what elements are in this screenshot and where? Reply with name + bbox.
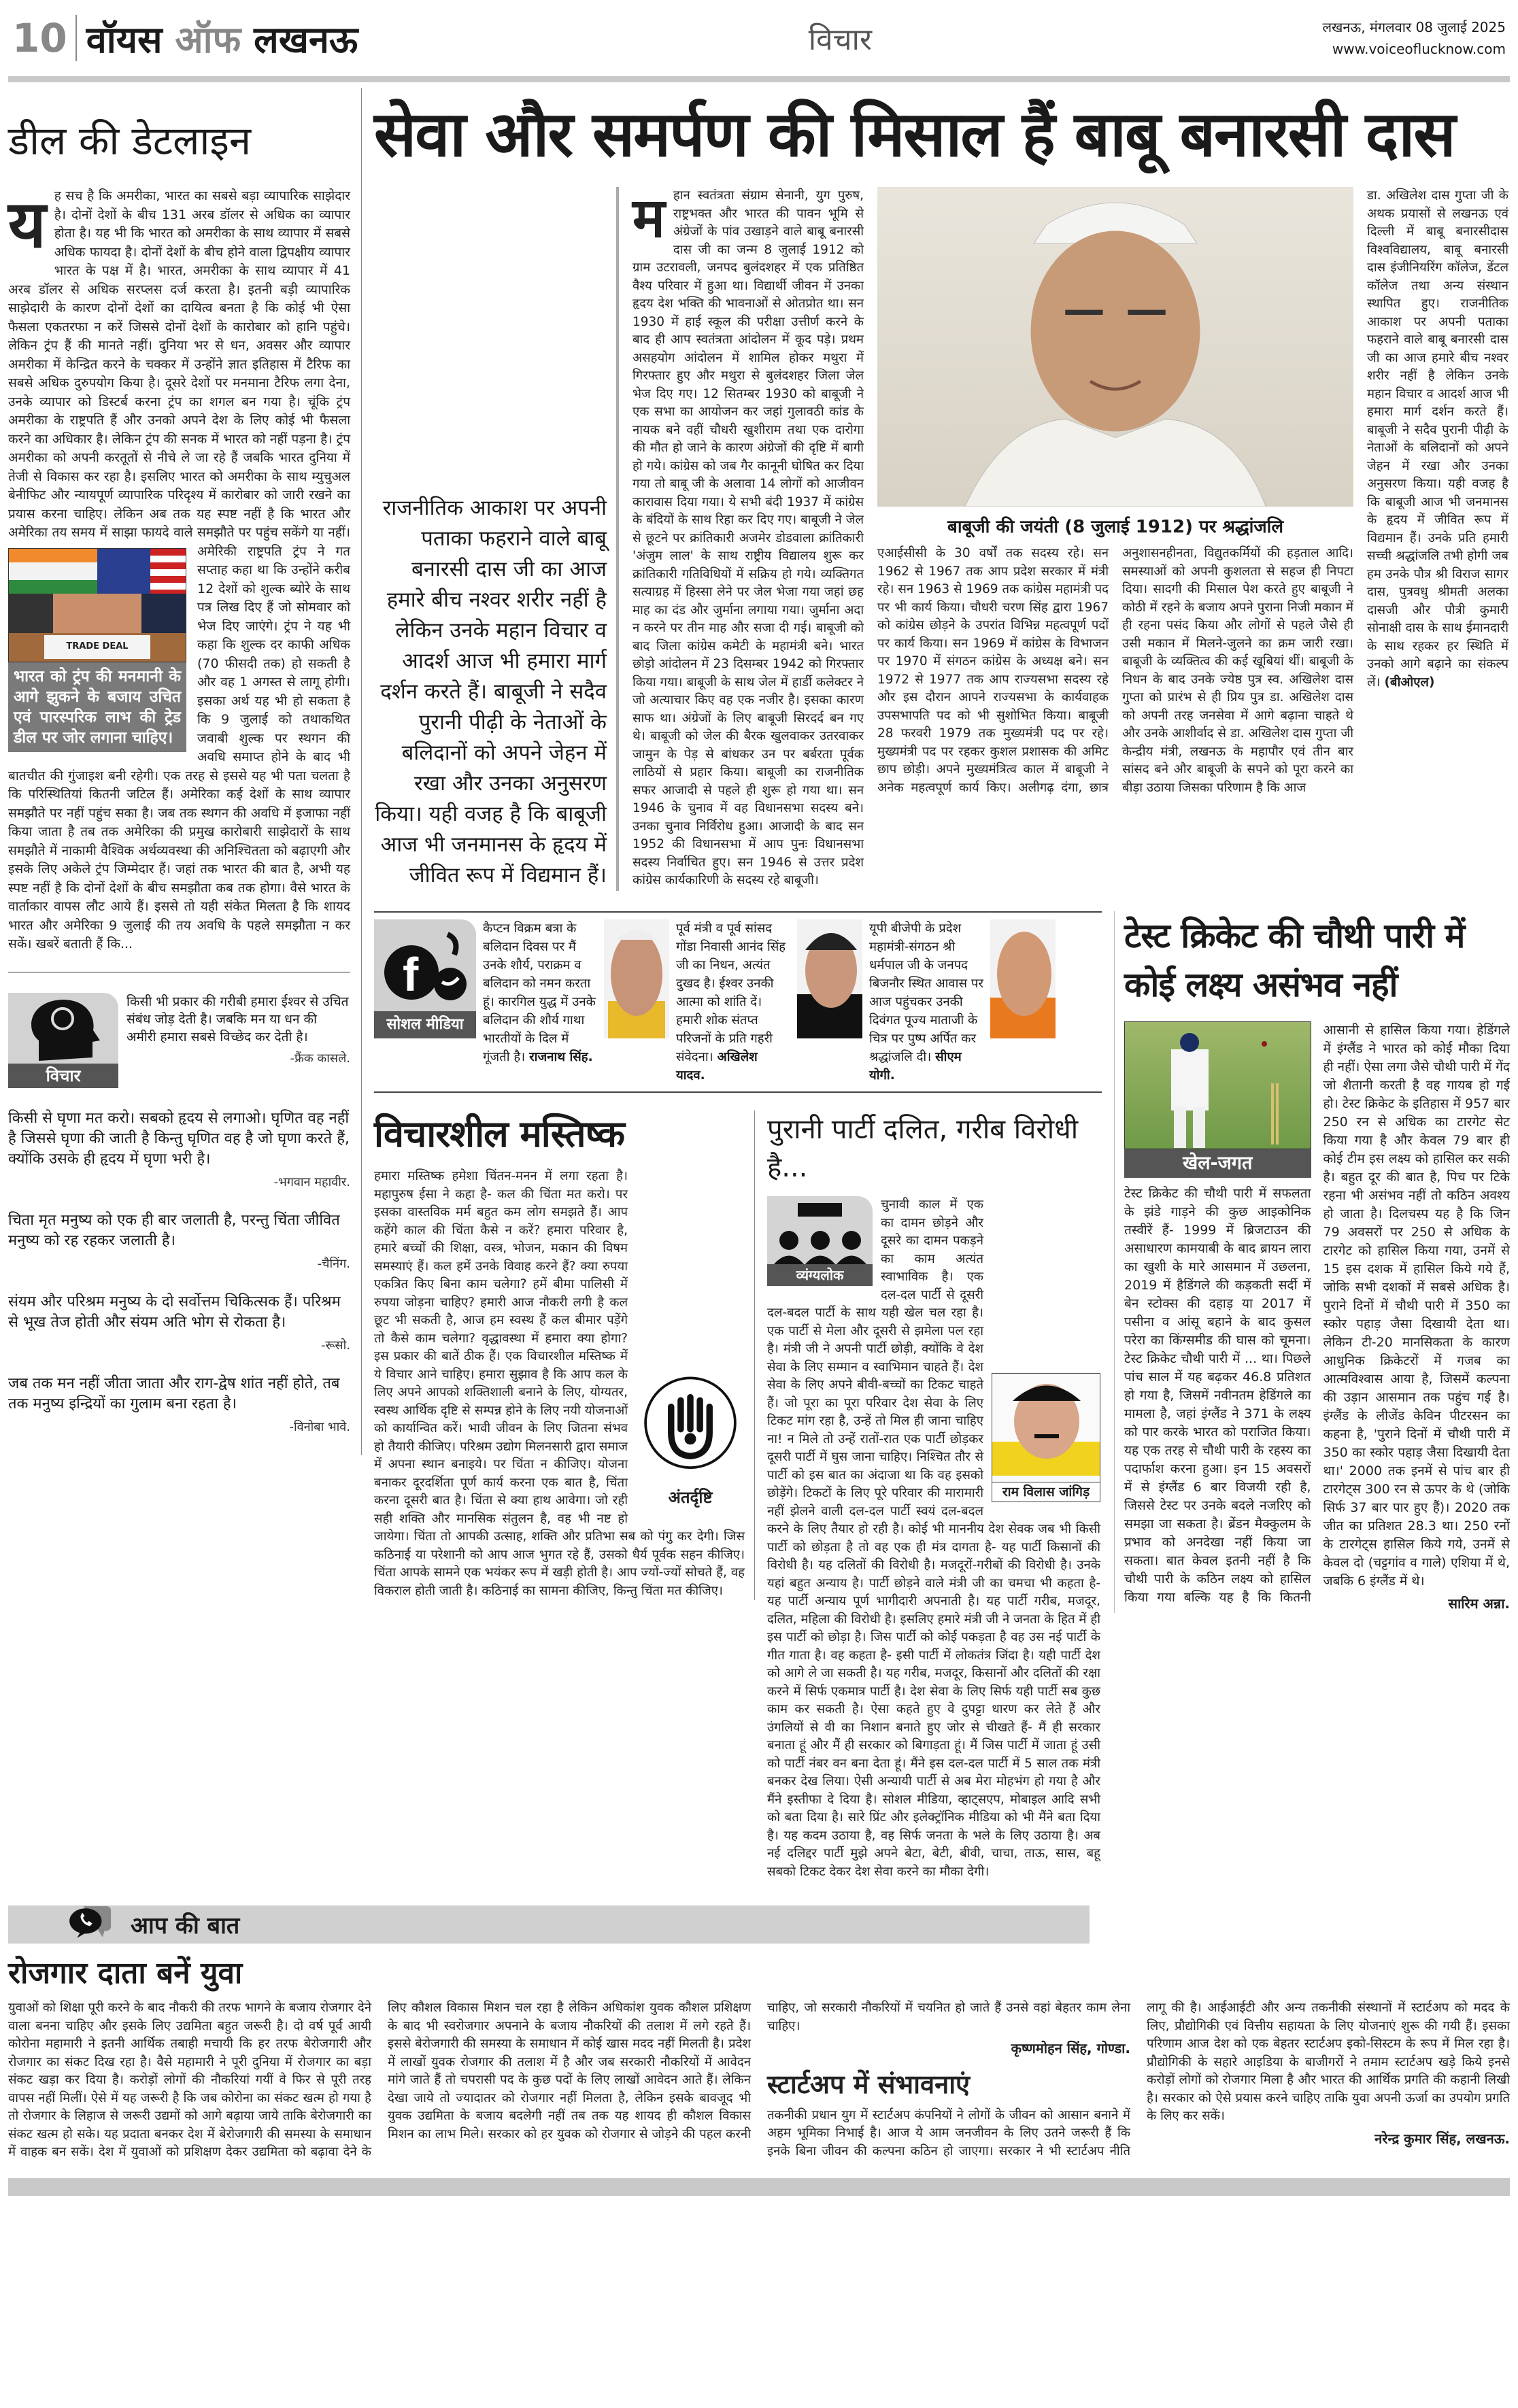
letter-paragraph: युवाओं को शिक्षा पूरी करने के बाद नौकरी की तरफ भागने के बजाय रोजगार देने वाला बनना चाहिए और इसके लिए उद्यमिता बहुत जरूरी है। दो वर्ष पूर्व आयी कोरोना महामारी ने इतनी आर्थिक तबाही मचायी कि हर तरफ बेरोजगारी और रोजगार का संकट दिख रहा है। वैसे महामारी ने पूरी दुनिया में रोजगार का बड़ा संकट खड़ा कर दिया है। करोड़ों लोगों की नौकरियां गयीं वे फिर से पूरी तरह वापस नहीं मिलीं। ऐसे में यह जरूरी है कि जब कोरोना का संकट खत्म हो गया है तो रोजगार के लिहाज से जरूरी उद्यमों को आगे बढ़ाया जाये ताकि बेरोजगारी का संकट खत्म हो सके। यह प्रदाता बनकर देश में बेरोजगारी की समस्या के समाधान में वाहक बन सकें। देश में युवाओं को प्रशिक्षण देकर उद्यमिता को बढ़ावा देने के लिए कौशल विकास मिशन चल रहा है लेकिन अधिकांश युवक कौशल प्रशिक्षण के बाद भी स्वरोजगार अपनाने के बजाय नौकरियों की तलाश में लगे रहते हैं। इससे बेरोजगारी की समस्या के समाधान में कोई खास मदद नहीं मिलती है। प्रदेश में लाखों युवक रोजगार की तलाश में है और जब सरकारी नौकरियों में आवेदन मांगे जाते हैं तो चपरासी पद के कुछ पदों के लिए लाखों आवेदन आते हैं। लेकिन देखा जाये तो ज्यादातर को रोजगार नहीं मिलता है, लेकिन इसके बावजूद भी युवक उद्यमिता के बजाय बदलेगी नहीं तब तक यह शायद ही कौशल विकास मिशन का लाभ मिले। सरकार को हर युवक को रोजगार से जोड़ने की पहल करनी चाहिए, जो सरकारी नौकरियों में चयनित हो जाते हैं उनसे वहां बेहतर काम लेना चाहिए। [8,2001,1130,2159]
quote-item [126,993,350,1066]
quotes-label: विचार [8,1064,118,1088]
satire-article [767,1110,1100,1881]
article-headline: विचारशील मस्तिष्क [374,1113,625,1155]
quote-item [8,1374,350,1435]
photo-caption: बाबूजी की जयंती (8 जुलाई 1912) पर श्रद्धांजलि [947,517,1284,537]
editorial-article [8,115,350,954]
lead-article [374,95,1510,891]
lower-section [374,911,1510,1881]
editorial-body [8,187,350,954]
satire-label: व्यंग्यलोक [767,1264,873,1286]
article-headline: पुरानी पार्टी दलित, गरीब विरोधी है... [767,1114,1079,1183]
article-paragraph: चुनावी काल में एक का दामन छोड़ने और दूसरे का दामन पकड़ने का काम अत्यंत स्वाभाविक है। एक दल-दल पार्टी से दूसरी दल-बदल पार्टी के साथ यही खेल चल रहा है। एक पार्टी से मेला और दूसरी से झमेला पल रहा है। मंत्री जी ने अपनी पार्टी छोड़ी, क्योंकि वे देश सेवा के लिए सम्मान व स्वाभिमान चाहते हैं। देश सेवा के लिए अपने बीवी-बच्चों का टिकट चाहते हैं। जो पूरा का पूरा परिवार देश सेवा के लिए टिकट मांग रहा है, उन्हें तो मिल ही जाना चाहिए ना! न मिले तो उन्हें रातों-रात एक पार्टी छोड़कर दूसरी पार्टी में घुस जाना चाहिए। निश्चित तौर से पार्टी को इस बात का अंदाजा था कि वह इसको छोड़ेंगे। टिकटों के लिए पूरे परिवार की मारामारी नहीं झेलने वाली दल-दल पार्टी स्वयं दल-बदल करने के लिए तैयार हो रही है। कोई भी माननीय देश सेवक जब भी किसी पार्टी को छोड़ता है तो वह एक ही मंत्र दागता है- यह पार्टी किसानों की विरोधी है। यह दलितों की विरोधी है। मजदूरों-गरीबों की विरोधी है। उनके यहां बहुत अन्याय है। पार्टी छोड़ने वाले मंत्री जी का चमचा भी कहता है- यह पार्टी अन्याय पूर्ण भागीदारी अपनाती है। यह पार्टी गरीब, मजदूर, दलित, महिला की विरोधी है। इसलिए हमारे मंत्री जी ने जनता के हित में ही इस पार्टी को छोड़ा है। जिस पार्टी को कोई पकड़ता है वह उस नई पार्टी के गीत गाता है। वह कहता है- इसी पार्टी में लोकतंत्र जिंदा है। यही पार्टी देश को आगे ले जा सकती है। यह गरीब, मजदूर, किसानों और दलितों की रक्षा करने में सिर्फ एकमात्र पार्टी है। देश सेवा के लिए सिर्फ यही पार्टी सब कुछ काम कर सकती है। ऐसा कहते हुए वे दुपट्टा धारण कर लेते हैं और उंगलियों से वी का निशान बनाते हुए जोर से चीखते हैं- मैं ही सरकार बनाता हूं और मैं ही सरकार को बिगाड़ता हूं। मैं जिस पार्टी में जाता हूं उसी को पार्टी नंबर वन बना देता हूं। मैंने इस दल-दल पार्टी में 5 साल तक मंत्री बनकर देख लिया। ऐसी अन्यायी पार्टी से अब मेरा मोहभंग हो गया है और मैंने इस्तीफा दे दिया है। सोशल मीडिया, व्हाट्सएप, मोबाइल आदि सभी को बता दिया है। सारे प्रिंट और इलेक्ट्रॉनिक मीडिया को भी मैंने बता दिया है। यह कदम उठाया है, वह सिर्फ जनता के भले के लिए उठाया है। अब नई दलिद्दर पार्टी मुझे अपने बेटा, बेटी, बीवी, चाचा, ताऊ, सास, बहू सबको टिकट देकर देश सेवा करने का मौका देगी। [767,1198,1100,1879]
sports-headline: टेस्ट क्रिकेट की चौथी पारी में कोई लक्ष्य असंभव नहीं [1124,916,1465,1004]
social-post [869,919,983,1085]
satire-icon-box [767,1196,873,1286]
section-title: आप की बात [131,1912,240,1939]
letter-headline: स्टार्टअप में संभावनाएं [767,2069,971,2099]
dropcap: म [632,186,665,250]
head-icon [8,993,118,1064]
quote-text: किसी से घृणा मत करो। सबको हृदय से लगाओ। घृणित वह नहीं है जिससे घृणा की जाती है किन्तु घृणित वह है जो घृणा करते हैं, क्योंकि उसके ही हृदय में घृणा भरी है। [8,1109,350,1168]
editorial-headline: डील की डेटलाइन [8,118,252,164]
quote-item [8,1210,350,1272]
head-icon-box [8,993,118,1088]
svg-text:f: f [403,948,419,1001]
quote-source: -चैनिंग. [317,1256,350,1271]
masthead-info [1322,16,1506,60]
lower-main [374,911,1102,1881]
masthead-brand [12,13,358,63]
lead-body-col3 [1367,187,1508,692]
author-photo [992,1373,1100,1502]
social-media-label: सोशल मीडिया [374,1011,476,1038]
yogi-adityanath-photo [990,919,1056,1038]
post-author: अखिलेश यादव. [676,1050,758,1083]
rajnath-singh-photo [604,919,669,1038]
letter-headline: रोजगार दाता बनें युवा [8,1956,243,1990]
sports-paragraph: टेस्ट क्रिकेट की चौथी पारी में सफलता के झंडे गाड़ने की कुछ आइकोनिक तस्वीरें हैं- 1999 में ब्रिजटाउन की असाधारण कामयाबी के बाद ब्रायन लारा का खुशी के मारे आसमान में उछलना, 2019 में हैडिंगले की कड़कती सर्दी में बेन स्टोक्स की दहाड़ या 2017 में पसीना व आंसू बहाने के बाद कुसल परेरा का किंग्समीड की घास को चूमना। टेस्ट क्रिकेट चौथी पारी में ... था। पिछले पांच साल में यह बढ़कर 46.8 प्रतिशत हो गया है, जिसमें नवीनतम हेडिंगले का मामला है, जहां इंग्लैंड ने 371 के लक्ष्य को पार करके भारत को पराजित किया। यह एक तरह से चौथी पारी के रहस्य का पदार्फाश करना हुआ। इन 15 अवसरों में से इंग्लैंड 6 बार विजयी रही है, जिससे टेस्ट पर उनके बदले नजरिए को समझा जा सकता है। ब्रेंडन मैक्कुलम के प्रभाव को अनदेखा नहीं किया जा सकता। बात केवल इतनी नहीं है कि चौथी पारी के कठिन लक्ष्य को हासिल किया गया बल्कि यह है कि कितनी आसानी से हासिल किया गया। हेडिंगले में इंग्लैंड ने भारत को कोई मौका दिया ही नहीं। ऐसा लगा जैसे चौथी पारी में गेंद जो शैतानी करती है वह गायब हो गई हो। टेस्ट क्रिकेट के इतिहास में 957 बार 250 रन से अधिक का टारगेट सेट किया गया है और केवल 79 बार ही कोई टीम इस लक्ष्य को हासिल कर सकी है। बहुत दूर की बात है, पिच पर टिके रहना भी असंभव नहीं तो कठिन अवश्य हो जाता है। दिलचस्प यह है कि जिन 79 अवसरों पर 250 से अधिक के टारगेट को हासिल किया गया, उनमें से 15 इस दशक में हासिल किये गये हैं, जोकि सभी दशकों में सबसे अधिक है। पुराने दिनों में चौथी पारी में 350 का स्कोर पहाड़ जैसा दिखायी देता था। लेकिन टी-20 मानसिकता के कारण आधुनिक क्रिकेटरों में गजब का आत्मविश्वास आया है, जिसमें कल्पना की उड़ान आसमान तक पहुंच गई है। इंग्लैंड के लीजेंड केविन पीटरसन का कहना है, 'पुराने दिनों में चौथी पारी में 350 का स्कोर पहाड़ जैसा दिखायी देता था।' 2000 तक इनमें से पांच बार ही टारगेट्स 300 रन से ऊपर के थे (जोकि सिर्फ 37 बार पार हुए हैं)। 2020 तक जीत का प्रतिशत 28.3 था। 250 रनों के टारगेट्स हासिल किये गये, उनमें से केवल दो (चट्टगांव व गाले) एशिया में थे, जबकि 6 इंग्लैंड में थे। [1124,1023,1510,1605]
dropcap: य [8,186,46,262]
akhilesh-yadav-photo [797,919,862,1038]
quote-text: किसी भी प्रकार की गरीबी हमारा ईश्वर से उचित संबंध जोड़ देती है। जबकि मन या धन की अमीरी हमारा सबसे विच्छेद कर देती है। [126,994,349,1045]
quote-header [8,993,350,1088]
lead-body-row [374,187,1510,891]
top-section [8,88,1510,1881]
quote-source: -विनोबा भावे. [289,1419,350,1434]
byline: नरेन्द्र कुमार सिंह, लखनऊ. [1374,2130,1510,2147]
website-link[interactable]: www.voiceoflucknow.com [1332,41,1506,57]
letter-body [8,1999,1510,2162]
thoughtful-mind-article [374,1110,755,1600]
paper-name-part: ऑफ [175,18,241,61]
dateline: लखनऊ, मंगलवार 08 जुलाई 2025 [1322,19,1506,35]
facebook-twitter-icon [374,919,476,1011]
article-body [767,1196,1100,1881]
readers-letters [8,1905,1510,2162]
paper-name [86,13,358,63]
photo-caption: भारत को ट्रंप की मनमानी के आगे झुकने के बजाय उचित एवं पारस्परिक लाभ की ट्रेड डील पर जोर लगाना चाहिए। [8,662,186,752]
quote-source: -फ्रैंक कासले. [290,1051,350,1066]
lead-body-col2 [877,187,1353,797]
masthead [8,0,1510,76]
lead-paragraph: समस्याओं को अपनी कुशलता से सहज ही निपटा दिया। सादगी की मिसाल पेश करते हुए बाबूजी ने कोठी में रहने के बजाय अपने पुराना निजी मकान में ही रहना पसंद किया और लोगों से पहले जैसे ही उसी मकान में मिलने-जुलने का क्रम जारी रखा। बाबूजी के व्यक्तित्व की कई खूबियां थीं। बाबूजी के निधन के बाद उनके ज्येष्ठ पुत्र स्व. अखिलेश दास गुप्ता को प्रारंभ से ही प्रिय पुत्र डा. अखिलेश दास को अपनी तरह जनसेवा में आगे बढ़ाना चाहते थे और उनके आशीर्वाद से डा. अखिलेश दास गुप्ता जी केन्द्रीय मंत्री, लखनऊ के महापौर एवं तीन बार सांसद बने और बाबूजी के सपने को पूरा करने का बीड़ा उठाया जिसका परिणाम है कि आज [1122,564,1353,795]
article-body [374,1168,745,1600]
paper-name-part: लखनऊ [254,18,358,61]
quote-source: -भगवान महावीर. [273,1174,350,1189]
section-name: विचार [808,22,872,57]
trade-deal-label: TRADE DEAL [44,635,150,659]
quote-text: जब तक मन नहीं जीता जाता और राग-द्वेष शांत नहीं होते, तब तक मनुष्य इन्द्रियों का गुलाम बना रहता है। [8,1374,340,1412]
quote-text: चिता मृत मनुष्य को एक ही बार जलाती है, परन्तु चिंता जीवित मनुष्य को रह रहकर जलाती है। [8,1211,340,1249]
sports-label: खेल-जगत [1124,1149,1311,1178]
author-name: राम विलास जांगिड़ [992,1482,1100,1502]
lead-credit: (बीओएल) [1384,675,1435,690]
paper-name-part: वॉयस [86,18,163,61]
babu-banarasi-das-photo [877,187,1353,507]
quote-item [8,1108,350,1190]
editorial-paragraph: ह सच है कि अमरीका, भारत का सबसे बड़ा व्यापारिक साझेदार है। दोनों देशों के बीच 131 अरब डॉलर से अधिक का व्यापार होता है। यह भी कि भारत को अमरीका के साथ व्यापार में सबसे अधिक फायदा है। दोनों देशों के बीच होने वाला द्विपक्षीय व्यापार भारत के पक्ष में है। भारत, अमरीका के साथ व्यापार में 41 अरब डॉलर से अधिक सरप्लस दर्ज करता है। इतनी बड़ी व्यापारिक साझेदारी के कारण दोनों देशों का दायित्व बनता है कि कोई भी ऐसा फैसला एकतरफा न करें जिससे दोनों देशों के कारोबार को हानि पहुंचे। लेकिन ट्रंप हैं की मानते नहीं। दुनिया भर से धन, अवसर और व्यापार अमरीका में केन्द्रित करने के चक्कर में उन्होंने ज्ञात इतिहास में टैरिफ का सबसे अधिक दुरुपयोग किया है। दूसरे देशों पर मनमाना टैरिफ लगा देना, उनके व्यापार को डिस्टर्ब करना ट्रंप का शगल बन गया है। चूंकि ट्रंप अमरीका के राष्ट्रपति हैं और उनको अपने देश के लिए कोई भी फैसला करने का अधिकार है। लेकिन ट्रंप की सनक में भारत को नहीं पड़ना है। ट्रंप अमरीका को अपनी करतूतों से नीचे ले जा रहे हैं जबकि भारत दुनिया में तेजी से विकास कर रहा है। इसलिए भारत को अमरीका के साथ म्युचुअल बेनीफिट और न्यायपूर्ण व्यापारिक परिदृश्य में कारोबार को जारी रखने का प्रयास करना चाहिए। लेकिन अब तक यह स्पष्ट नहीं है कि भारत और अमेरिका तय समय में साझा फायदे वाले समझौते पर पहुंच सकेंगे या नहीं। [8,188,350,540]
hamsa-hand-icon [636,1372,745,1487]
opinion-articles [374,1110,1102,1881]
phone-chat-icon [63,1904,117,1945]
quote-source: -रूसो. [320,1338,350,1353]
byline: कृष्णमोहन सिंह, गोण्डा. [1011,2040,1130,2056]
letter-paragraph: तकनीकी प्रधान युग में स्टार्टअप कंपनियों ने लोगों के जीवन को आसान बनाने में अहम भूमिका निभाई है। आज ये आम जनजीवन के लिए उतने जरूरी हैं कि इनके बिना जीवन की कल्पना कठिन हो जाएगा। सरकार ने भी स्टार्टअप नीति लागू की है। आईआईटी और अन्य तकनीकी संस्थानों में स्टार्टअप को मदद के लिए, प्रौद्योगिकी एवं वित्तीय सहायता के लिए योजनाएं शुरू की गयी हैं। इसका परिणाम आज देश को एक बेहतर स्टार्टअप इको-सिस्टम के रूप में मिल रहा है। प्रौद्योगिकी के सहारे आइडिया के बाजीगरों ने तमाम स्टार्टअप खड़े किये इनसे करोड़ों लोगों को रोजगार मिला है और भारत की आर्थिक प्रगति की कहानी लिखी है। सरकार को ऐसे प्रयास करने चाहिए ताकि युवा अपनी ऊर्जा का उपयोग प्रगति के लिए कर सकें। [767,2001,1510,2158]
icon-label: अंतर्दृष्टि [668,1487,713,1507]
lead-paragraph: डा. अखिलेश दास गुप्ता जी के अथक प्रयासों से लखनऊ एवं दिल्ली में बाबू बनारसीदास विश्वविद्यालय, बाबू बनारसी दास इंजीनियरिंग कॉलेज, डेंटल कॉलेज तथा अन्य संस्थान स्थापित हुए। राजनीतिक आकाश पर अपनी पताका फहराने वाले बाबू बनारसी दास जी का आज हमारे बीच नश्वर शरीर नहीं है लेकिन उनके महान विचार व आदर्श आज भी हमारा मार्ग दर्शन करते हैं। बाबूजी ने सदैव पुरानी पीढ़ी के नेताओं के बलिदानों को अपने जेहन में रखा और उनका अनुसरण किया। यही वजह है कि बाबूजी आज भी जनमानस के हृदय में जीवित रूप में विद्यमान हैं। उनके प्रति हमारी सच्ची श्रद्धांजलि तभी होगी जब हम उनके पौत्र श्री विराज सागर दास, पुत्रवधु श्रीमती अलका दासजी और पौत्री कुमारी सोनाक्षी दास के साथ ईमानदारी के साथ रहकर हर स्थिति में उनको आगे बढ़ाने का संकल्प लें। [1367,188,1508,690]
cricket-photo [1124,1021,1311,1149]
lead-body-col2-text [877,545,1353,797]
byline: सारिम अन्ना. [1448,1595,1510,1612]
article-paragraph: हमारा मस्तिष्क हमेशा चिंतन-मनन में लगा रहता है। महापुरुष ईसा ने कहा है- कल की चिंता मत करो। पर इसका वास्तविक मर्म बहुत कम लोग समझते हैं। आप कहेंगे काल की चिंता कैसे न करें? हमारा परिवार है, हमारे बच्चों की शिक्षा, वस्त्र, भोजन, मकान की विषम समस्याएं हैं। कल हमें उनके विवाह करने हैं? क्या रुपया एकत्रित किए बिना काम चलेगा? हमें बीमा पालिसी में रुपया जोड़ना चाहिए? हमारी आज नौकरी लगी है कल छूट भी सकती है, आज हम स्वस्थ हैं कल बीमार पड़ेंगे तो कैसे काम चलेगा? वृद्धावस्था में हमारा क्या होगा? इस प्रकार की बातें ठीक हैं। एक विचारशील मस्तिष्क में ये विचार आने चाहिए। हमारा सुझाव है कि आप कल के लिए अपने आपको शक्तिशाली बनाने के लिए, योग्यतर, स्वस्थ आर्थिक दृष्टि से सम्पन्न होने के लिए नयी योजनाओं को कार्यान्वित करें। भावी जीवन के लिए जितना संभव हो तैयारी कीजिए। परिश्रम उद्योग मिलनसारी द्वारा समाज में अपना स्थान बनाइये। पर चिंता न कीजिए। योजना बनाकर दूरदर्शिता पूर्ण कार्य करना एक बात है, चिंता करना दूसरी बात है। चिंता से क्या हाथ आवेगा। जो रही सही शक्ति और मानसिक संतुलन है, वह भी नष्ट हो जायेगा। चिंता तो आपकी उत्साह, शक्ति और प्रतिभा सब को पंगु कर देगी। जिस कठिनाई या परेशानी को आप आज भुगत रहे हैं, उसको धैर्य पूर्वक सहन कीजिए। चिंता आपके सामने एक भयंकर रूप में खड़ी होती है। आप ज्यों-ज्यों सोचते हैं, वह विकराल होती जाती है। कठिनाई का सामना कीजिए, किन्तु चिंता मत कीजिए। [374,1169,745,1598]
social-post [483,919,597,1066]
lead-body-col1 [632,187,864,890]
social-media-strip [374,911,1102,1093]
masthead-rule [8,76,1510,82]
post-author: राजनाथ सिंह. [529,1050,593,1064]
social-post [676,919,790,1085]
lead-paragraph: हान स्वतंत्रता संग्राम सेनानी, युग पुरुष, राष्ट्रभक्त और भारत की पावन भूमि से अंग्रेजों के पांव उखाड़ने वाले बाबू बनारसी दास जी का जन्म 8 जुलाई 1912 को ग्राम उटरावली, जनपद बुलंदशहर में एक प्रतिष्ठित वैश्य परिवार में हुआ था। विद्यार्थी जीवन में उनका हृदय देश भक्ति की भावनाओं से ओतप्रोत था। सन 1930 में हाई स्कूल की परीक्षा उत्तीर्ण करने के बाद ही आप स्वतंत्रता आंदोलन में कूद पड़े। प्रथम असहयोग आंदोलन में शामिल होकर मथुरा में गिरफ्तार हुए और मथुरा से बुलंदशहर जिला जेल भेज दिए गए। 12 सितम्बर 1930 को बाबूजी ने एक सभा का आयोजन कर जहां गुलावठी कांड के नायक बने वहीं चौधरी खुशीराम तथा एक दारोगा की मौत हो जाने के कारण अंग्रेजों की दृष्टि में बागी हो गये। कांग्रेस को जब गैर कानूनी घोषित कर दिया गया तो बाबू जी के अलावा 14 लोगों को आजीवन कारावास दिया गया। ये सभी बंदी 1937 में कांग्रेस के बंदियों के साथ रिहा कर दिए गए। बाबूजी ने जेल से छूटने पर क्रांतिकारी अजमेर डोडवाला क्रांतिकारी 'अंजुम लाल' के साथ राष्ट्रीय विद्यालय शुरू कर क्रांतिकारी गतिविधियों में सक्रिय हो गये। व्यक्तिगत सत्याग्रह में हिस्सा लेने पर जेल भेजा गया जहां छह माह का दंड और जुर्माना लगाया गया। जुर्माना अदा न करने पर तीन माह और सजा दी गई। बाबूजी को बाद जिला कांग्रेस कमेटी के महामंत्री बने। भारत छोड़ो आंदोलन में 23 दिसम्बर 1942 को गिरफ्तार किया गया। बाबूजी के साथ जेल में हार्डी कलेक्टर ने जो अत्याचार किए वह एक नजीर है। इसका कारण साफ था। अंग्रेजों के लिए बाबूजी सिरदर्द बन गए थे। बाबूजी को जेल की बैरक खुलवाकर उतरवाकर जामुन के पेड़ से बांधकर उन पर बर्बरता पूर्वक लाठियों से प्रहार किया। बाबूजी का राजनीतिक सफर आजादी से पहले ही शुरू हो गया था। सन 1946 के चुनाव में वह विधानसभा सदस्य बने। उनका चुनाव निर्विरोध हुआ। आजादी के बाद सन 1952 की विधानसभा में आप पुनः विधानसभा सदस्य निर्वाचित हुए। सन 1946 से उत्तर प्रदेश कांग्रेस कार्यकारिणी के सदस्य रहे बाबूजी। [632,188,864,887]
editorial-body-continued: अमेरिकी राष्ट्रपति ट्रंप ने गत सप्ताह कहा था कि उन्होंने करीब 12 देशों को शुल्क ब्योरे के साथ पत्र लिख दिए हैं जो सोमवार को भेज दिए जाएंगे। ट्रंप ने यह भी कहा कि शुल्क दर काफी अधिक (70 फीसदी तक) हो सकती है और वह 1 अगस्त से लागू होगी। इसका अर्थ यह भी हो सकता है कि 9 जुलाई को तथाकथित जवाबी शुल्क पर स्थगन की अवधि समाप्त होने के बाद भी बातचीत की गुंजाइश बनी रहेगी। एक तरह से इससे यह भी पता चलता है कि परिस्थितियां कितनी जटिल हैं। अमेरिका कई देशों के साथ व्यापार समझौते पर नहीं पहुंच सका है। जब तक स्थगन की अवधि में इजाफा नहीं किया जाता है तब तक अमेरिका की प्रमुख कारोबारी साझेदारों के साथ समझौते में नाकामी वैश्विक अर्थव्यवस्था की अनिश्चितता को बढ़ाएगी और इसके लिए अकेले ट्रंप जिम्मेदार हैं। जहां तक भारत की बात है, अभी यह स्पष्ट नहीं है कि दोनों देशों के बीच समझौता कब तक होगा। वैसे भारत के वार्ताकार वापस लौट आये हैं। इससे तो यही संकेत मिलता है कि शायद भारत और अमेरिका 9 जुलाई की तय अवधि के पहले समझौता न कर सकें। खबरें बताती हैं कि... [8,543,350,951]
lead-paragraph: एआईसीसी के 30 वर्षों तक सदस्य रहे। सन 1962 से 1967 तक आप प्रदेश सरकार में मंत्री रहे। सन 1963 से 1969 तक कांग्रेस महामंत्री पद पर भी कार्य किया। चौधरी चरण सिंह द्वारा 1967 को कांग्रेस छोड़ने के उपरांत विभिन्न महत्वपूर्ण पदों पर कार्य किया। सन 1969 में कांग्रेस के विभाजन पर 1970 में संगठन कांग्रेस के अध्यक्ष बने। सन 1972 से 1977 तक आप राज्यसभा सदस्य रहे और इस दौरान आपने राज्यसभा के कार्यवाहक उपसभापति पद को भी सुशोभित किया। बाबूजी 28 फरवरी 1979 तक मुख्यमंत्री पद पर रहे। मुख्यमंत्री पद पर रहकर कुशल प्रशासक की अमिट छाप छोड़ी। अपने मुख्यमंत्रित्व काल में बाबूजी ने अनेक महत्वपूर्ण कार्य किए। अलीगढ़ दंगा, छात्र अनुशासनहीनता, विद्युतकर्मियों की हड़ताल आदि। [877,546,1353,795]
post-text: यूपी बीजेपी के प्रदेश महामंत्री-संगठन श्री धर्मपाल जी के जनपद बिजनौर स्थित आवास पर आज पहुंचकर उनकी दिवंगत पूज्य माताजी के चित्र पर पुष्प अर्पित कर श्रद्धांजलि दी। [869,921,983,1064]
section-bar [8,1905,1090,1944]
post-text: पूर्व मंत्री व पूर्व सांसद गोंडा निवासी आनंद सिंह जी का निधन, अत्यंत दुखद है। ईश्वर उनकी आत्मा को शांति दें। हमारी शोक संतप्त परिजनों के प्रति गहरी संवेदना। [676,921,786,1064]
quote-item [8,1292,350,1353]
lead-headline: सेवा और समर्पण की मिसाल हैं बाबू बनारसी दास [374,98,1455,171]
pull-quote: राजनीतिक आकाश पर अपनी पताका फहराने वाले बाबू बनारसी दास जी का आज हमारे बीच नश्वर शरीर नहीं है लेकिन उनके महान विचार व आदर्श आज भी हमारा मार्ग दर्शन करते हैं। बाबूजी ने सदैव पुरानी पीढ़ी के नेताओं के बलिदानों को अपने जेहन में रखा और उनका अनुसरण किया। यही वजह है कि बाबूजी आज भी जनमानस के हृदय में जीवित रूप में विद्यमान हैं। [375,496,607,887]
quote-text: संयम और परिश्रम मनुष्य के दो सर्वोत्तम चिकित्सक हैं। परिश्रम से भूख तेज होती और संयम अति भोग से रोकता है। [8,1293,341,1331]
insight-icon-box [636,1372,745,1508]
sports-body [1124,1021,1510,1613]
post-text: कैप्टन विक्रम बत्रा के बलिदान दिवस पर मैं उनके शौर्य, पराक्रम व बलिदान को नमन करता हूं। कारगिल युद्ध में उनके बलिदान की शौर्य गाथा भारतीयों के दिल में गूंजती है। [483,921,596,1064]
left-column [8,88,362,1455]
sports-article [1114,911,1510,1613]
right-area [362,88,1510,1881]
quotes-box [8,972,350,1435]
footer-rule [8,2178,1510,2196]
post-author: सीएम योगी. [869,1050,962,1083]
trade-deal-photo [8,548,186,662]
audience-icon [767,1196,873,1264]
social-icon-box [374,919,476,1038]
page-number: 10 [12,15,77,61]
trade-deal-figure [8,548,186,752]
pull-quote-column [374,187,619,891]
